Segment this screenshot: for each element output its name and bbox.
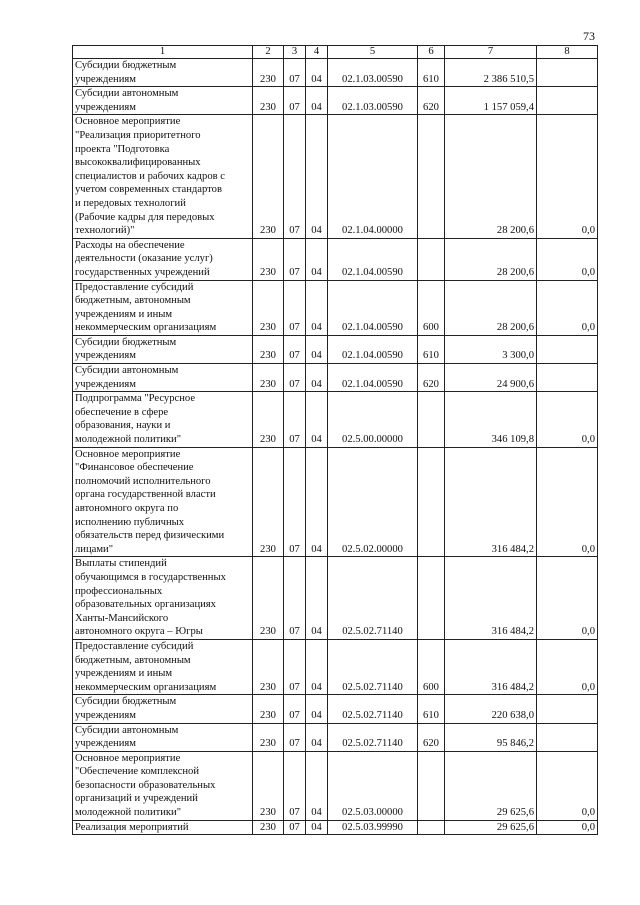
- section-code-cell: 07: [284, 392, 306, 447]
- row-name-line: обучающимся в государственных: [75, 571, 226, 583]
- row-name-cell: [73, 364, 253, 392]
- row-name-line: Субсидии автономным: [75, 88, 179, 100]
- target-article-cell: 02.5.02.71140: [328, 639, 418, 694]
- row-name-cell: [73, 751, 253, 820]
- expense-type-cell: 620: [418, 723, 445, 751]
- row-name-line: автономного округа – Югры: [75, 626, 203, 638]
- row-name-line: Основное мероприятие: [75, 116, 181, 128]
- expense-type-cell: [418, 238, 445, 280]
- row-name-cell: [73, 820, 253, 835]
- row-name-line: некоммерческим организациям: [75, 681, 217, 693]
- section-code-cell: 07: [284, 751, 306, 820]
- row-name-line: Ханты-Мансийского: [75, 612, 169, 624]
- dept-code-cell: 230: [253, 751, 284, 820]
- amount-cell: 3 300,0: [445, 335, 537, 363]
- section-code-cell: 07: [284, 695, 306, 723]
- section-code-cell: 07: [284, 115, 306, 238]
- row-name-line: Субсидии бюджетным: [75, 336, 177, 348]
- section-code-cell: 07: [284, 280, 306, 335]
- row-name-line: учреждениям: [75, 378, 136, 390]
- target-article-cell: 02.5.02.71140: [328, 723, 418, 751]
- row-name-line: некоммерческим организациям: [75, 322, 217, 334]
- subsection-code-cell: 04: [306, 335, 328, 363]
- row-name-line: деятельности (оказание услуг): [75, 253, 213, 265]
- row-name-line: "Финансовое обеспечение: [75, 462, 194, 474]
- table-row: [73, 59, 598, 87]
- dept-code-cell: 230: [253, 447, 284, 557]
- target-article-cell: 02.1.04.00590: [328, 364, 418, 392]
- table-row: [73, 751, 598, 820]
- subsection-code-cell: 04: [306, 447, 328, 557]
- expense-type-cell: [418, 392, 445, 447]
- header-cell-4: 4: [306, 46, 328, 59]
- table-row: [73, 87, 598, 115]
- amount-cell: 2 386 510,5: [445, 59, 537, 87]
- section-code-cell: 07: [284, 364, 306, 392]
- subsection-code-cell: 04: [306, 115, 328, 238]
- row-name-cell: [73, 335, 253, 363]
- row-name-line: обязательств перед физическими: [75, 530, 225, 542]
- subsection-code-cell: 04: [306, 695, 328, 723]
- row-name-line: Субсидии автономным: [75, 724, 179, 736]
- dept-code-cell: 230: [253, 59, 284, 87]
- dept-code-cell: 230: [253, 364, 284, 392]
- row-name-line: исполнению публичных: [75, 516, 185, 528]
- dept-code-cell: 230: [253, 820, 284, 835]
- expense-type-cell: 600: [418, 639, 445, 694]
- page-number: 73: [583, 29, 595, 43]
- row-name-line: технологий)": [75, 225, 135, 237]
- row-name-cell: [73, 639, 253, 694]
- row-name-line: органа государственной власти: [75, 489, 216, 501]
- row-name-line: "Реализация приоритетного: [75, 129, 201, 141]
- row-name-line: бюджетным, автономным: [75, 654, 191, 666]
- target-article-cell: 02.1.03.00590: [328, 87, 418, 115]
- dept-code-cell: 230: [253, 115, 284, 238]
- dept-code-cell: 230: [253, 335, 284, 363]
- row-name-line: организаций и учреждений: [75, 793, 198, 805]
- row-name-cell: [73, 392, 253, 447]
- row-name-line: Подпрограмма "Ресурсное: [75, 393, 196, 405]
- row-name-line: молодежной политики": [75, 434, 182, 446]
- row-name-line: проекта "Подготовка: [75, 143, 170, 155]
- column-8-cell: 0,0: [537, 238, 598, 280]
- target-article-cell: 02.5.02.71140: [328, 557, 418, 640]
- row-name-cell: [73, 695, 253, 723]
- expense-type-cell: [418, 115, 445, 238]
- subsection-code-cell: 04: [306, 820, 328, 835]
- amount-cell: 24 900,6: [445, 364, 537, 392]
- section-code-cell: 07: [284, 335, 306, 363]
- header-cell-7: 7: [445, 46, 537, 59]
- expense-type-cell: [418, 820, 445, 835]
- table-body: [73, 59, 598, 835]
- table-row: [73, 723, 598, 751]
- target-article-cell: 02.1.04.00590: [328, 335, 418, 363]
- row-name-line: Выплаты стипендий: [75, 558, 167, 570]
- amount-cell: 28 200,6: [445, 115, 537, 238]
- budget-table: [72, 45, 598, 835]
- header-cell-8: 8: [537, 46, 598, 59]
- row-name-line: учреждениям и иным: [75, 668, 173, 680]
- row-name-line: государственных учреждений: [75, 266, 210, 278]
- amount-cell: 1 157 059,4: [445, 87, 537, 115]
- expense-type-cell: [418, 447, 445, 557]
- table-row: [73, 392, 598, 447]
- expense-type-cell: 620: [418, 364, 445, 392]
- section-code-cell: 07: [284, 238, 306, 280]
- section-code-cell: 07: [284, 639, 306, 694]
- row-name-line: учреждениям: [75, 101, 136, 113]
- table-row: [73, 639, 598, 694]
- row-name-line: учетом современных стандартов: [75, 184, 222, 196]
- row-name-line: бюджетным, автономным: [75, 295, 191, 307]
- table-row: [73, 557, 598, 640]
- column-8-cell: 0,0: [537, 447, 598, 557]
- subsection-code-cell: 04: [306, 280, 328, 335]
- table-row: [73, 115, 598, 238]
- row-name-line: Предоставление субсидий: [75, 281, 194, 293]
- row-name-line: образования, науки и: [75, 420, 171, 432]
- target-article-cell: 02.5.00.00000: [328, 392, 418, 447]
- target-article-cell: 02.5.03.99990: [328, 820, 418, 835]
- column-8-cell: 0,0: [537, 820, 598, 835]
- section-code-cell: 07: [284, 87, 306, 115]
- column-8-cell: 0,0: [537, 751, 598, 820]
- subsection-code-cell: 04: [306, 723, 328, 751]
- dept-code-cell: 230: [253, 557, 284, 640]
- header-row: [73, 46, 598, 59]
- table-row: [73, 238, 598, 280]
- table-row: [73, 364, 598, 392]
- target-article-cell: 02.5.02.71140: [328, 695, 418, 723]
- expense-type-cell: 610: [418, 59, 445, 87]
- column-8-cell: 0,0: [537, 557, 598, 640]
- column-8-cell: 0,0: [537, 115, 598, 238]
- row-name-cell: [73, 59, 253, 87]
- subsection-code-cell: 04: [306, 751, 328, 820]
- row-name-line: учреждениям: [75, 73, 136, 85]
- header-cell-1: 1: [73, 46, 253, 59]
- row-name-cell: [73, 115, 253, 238]
- amount-cell: 95 846,2: [445, 723, 537, 751]
- column-8-cell: [537, 87, 598, 115]
- row-name-cell: [73, 280, 253, 335]
- amount-cell: 316 484,2: [445, 557, 537, 640]
- row-name-line: Реализация мероприятий: [75, 821, 189, 833]
- dept-code-cell: 230: [253, 392, 284, 447]
- row-name-cell: [73, 557, 253, 640]
- row-name-line: учреждениям: [75, 709, 136, 721]
- row-name-cell: [73, 238, 253, 280]
- column-8-cell: 0,0: [537, 392, 598, 447]
- amount-cell: 28 200,6: [445, 280, 537, 335]
- amount-cell: 316 484,2: [445, 447, 537, 557]
- target-article-cell: 02.5.02.00000: [328, 447, 418, 557]
- row-name-line: образовательных организациях: [75, 599, 216, 611]
- amount-cell: 220 638,0: [445, 695, 537, 723]
- row-name-line: специалистов и рабочих кадров с: [75, 170, 225, 182]
- expense-type-cell: [418, 751, 445, 820]
- column-8-cell: [537, 59, 598, 87]
- row-name-line: Предоставление субсидий: [75, 640, 194, 652]
- target-article-cell: 02.5.03.00000: [328, 751, 418, 820]
- section-code-cell: 07: [284, 723, 306, 751]
- row-name-line: автономного округа по: [75, 503, 179, 514]
- header-cell-5: 5: [328, 46, 418, 59]
- row-name-line: и передовых технологий: [75, 197, 186, 209]
- table-row: [73, 820, 598, 835]
- section-code-cell: 07: [284, 557, 306, 640]
- column-8-cell: [537, 695, 598, 723]
- row-name-line: (Рабочие кадры для передовых: [75, 211, 215, 223]
- row-name-line: Субсидии бюджетным: [75, 696, 177, 708]
- subsection-code-cell: 04: [306, 557, 328, 640]
- target-article-cell: 02.1.04.00590: [328, 280, 418, 335]
- dept-code-cell: 230: [253, 639, 284, 694]
- amount-cell: 316 484,2: [445, 639, 537, 694]
- expense-type-cell: 600: [418, 280, 445, 335]
- row-name-line: обеспечение в сфере: [75, 406, 169, 418]
- column-8-cell: [537, 364, 598, 392]
- row-name-line: Основное мероприятие: [75, 752, 181, 764]
- amount-cell: 346 109,8: [445, 392, 537, 447]
- table-row: [73, 695, 598, 723]
- row-name-line: безопасности образовательных: [75, 779, 216, 791]
- row-name-line: лицами": [75, 543, 114, 555]
- subsection-code-cell: 04: [306, 392, 328, 447]
- row-name-line: Основное мероприятие: [75, 448, 181, 460]
- row-name-line: учреждениям: [75, 350, 136, 362]
- subsection-code-cell: 04: [306, 364, 328, 392]
- dept-code-cell: 230: [253, 695, 284, 723]
- column-8-cell: 0,0: [537, 639, 598, 694]
- section-code-cell: 07: [284, 59, 306, 87]
- column-8-cell: 0,0: [537, 280, 598, 335]
- row-name-line: молодежной политики": [75, 807, 182, 819]
- amount-cell: 29 625,6: [445, 820, 537, 835]
- row-name-cell: [73, 447, 253, 557]
- amount-cell: 28 200,6: [445, 238, 537, 280]
- column-8-cell: [537, 723, 598, 751]
- subsection-code-cell: 04: [306, 87, 328, 115]
- row-name-line: Расходы на обеспечение: [75, 239, 185, 251]
- row-name-line: высококвалифицированных: [75, 157, 201, 169]
- header-cell-6: 6: [418, 46, 445, 59]
- row-name-line: учреждениям: [75, 738, 136, 750]
- expense-type-cell: 610: [418, 335, 445, 363]
- section-code-cell: 07: [284, 447, 306, 557]
- subsection-code-cell: 04: [306, 238, 328, 280]
- table-row: [73, 280, 598, 335]
- row-name-line: Субсидии бюджетным: [75, 60, 177, 71]
- target-article-cell: 02.1.04.00590: [328, 238, 418, 280]
- row-name-line: "Обеспечение комплексной: [75, 766, 200, 778]
- table-row: [73, 335, 598, 363]
- expense-type-cell: [418, 557, 445, 640]
- row-name-cell: [73, 723, 253, 751]
- subsection-code-cell: 04: [306, 59, 328, 87]
- target-article-cell: 02.1.03.00590: [328, 59, 418, 87]
- row-name-line: профессиональных: [75, 585, 163, 597]
- dept-code-cell: 230: [253, 87, 284, 115]
- table-row: [73, 447, 598, 557]
- row-name-line: Субсидии автономным: [75, 365, 179, 377]
- subsection-code-cell: 04: [306, 639, 328, 694]
- section-code-cell: 07: [284, 820, 306, 835]
- row-name-line: полномочий исполнительного: [75, 475, 211, 487]
- dept-code-cell: 230: [253, 238, 284, 280]
- dept-code-cell: 230: [253, 280, 284, 335]
- expense-type-cell: 620: [418, 87, 445, 115]
- column-8-cell: [537, 335, 598, 363]
- expense-type-cell: 610: [418, 695, 445, 723]
- row-name-line: учреждениям и иным: [75, 308, 173, 320]
- target-article-cell: 02.1.04.00000: [328, 115, 418, 238]
- header-cell-2: 2: [253, 46, 284, 59]
- amount-cell: 29 625,6: [445, 751, 537, 820]
- row-name-cell: [73, 87, 253, 115]
- dept-code-cell: 230: [253, 723, 284, 751]
- header-cell-3: 3: [284, 46, 306, 59]
